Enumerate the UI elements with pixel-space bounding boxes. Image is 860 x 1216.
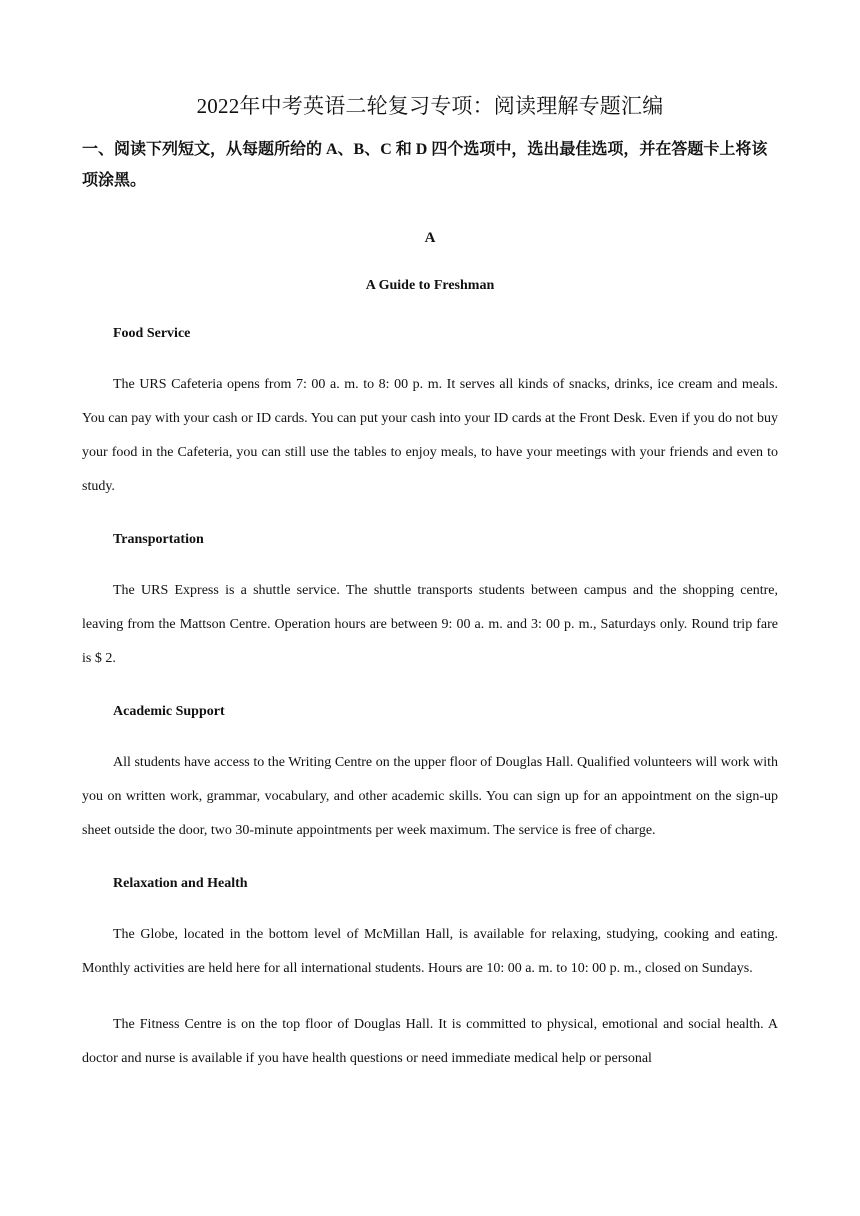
section-transportation: [82, 528, 778, 676]
paragraph-academic-support: All students have access to the Writing Centre on the upper floor of Douglas Hall. Qualified volunteers will work with you on written work, grammar, vocabulary, and other academic skills. You can sign up for an appointment on the sign-up sheet outside the door, two 30-minute appointments per week maximum. The service is free of charge.: [82, 755, 778, 838]
passage-letter: A: [424, 230, 436, 246]
reading-instruction: 一、阅读下列短文，从每题所给的 A、B、C 和 D 四个选项中，选出最佳选项，并在答题卡上将该项涂黑。: [82, 141, 768, 189]
section-heading-food-service: Food Service: [113, 326, 191, 341]
paragraph-transportation: The URS Express is a shuttle service. The shuttle transports students between campus and the shopping centre, leaving from the Mattson Centre. Operation hours are between 9: 00 a. m. and 3: 00 p. m., Saturdays only. Round trip fare is $ 2.: [82, 583, 778, 666]
paragraph-fitness-centre: The Fitness Centre is on the top floor of Douglas Hall. It is committed to physical, emotional and social health. A doctor and nurse is available if you have health questions or need immediate medical help or personal: [82, 1017, 778, 1066]
paragraph-food-service: The URS Cafeteria opens from 7: 00 a. m. to 8: 00 p. m. It serves all kinds of snacks, drinks, ice cream and meals. You can pay with your cash or ID cards. You can put your cash into your ID cards at the Front Desk. Even if you do not buy your food in the Cafeteria, you can still use the tables to enjoy meals, to have your meetings with your friends and even to study.: [82, 377, 778, 494]
section-relaxation-health: [82, 872, 778, 1076]
section-heading-transportation: Transportation: [113, 532, 204, 547]
section-heading-relaxation-health: Relaxation and Health: [113, 876, 248, 891]
section-academic-support: [82, 700, 778, 848]
section-food-service: [82, 322, 778, 504]
passage-title: A Guide to Freshman: [365, 278, 495, 293]
section-heading-academic-support: Academic Support: [113, 704, 225, 719]
document-title: 2022年中考英语二轮复习专项：阅读理解专题汇编: [196, 94, 664, 118]
paragraph-globe: The Globe, located in the bottom level of McMillan Hall, is available for relaxing, studying, cooking and eating. Monthly activities are held here for all international students. Hours are 10: 00 a. m. to 10: 00 p. m., closed on Sundays.: [82, 927, 778, 976]
